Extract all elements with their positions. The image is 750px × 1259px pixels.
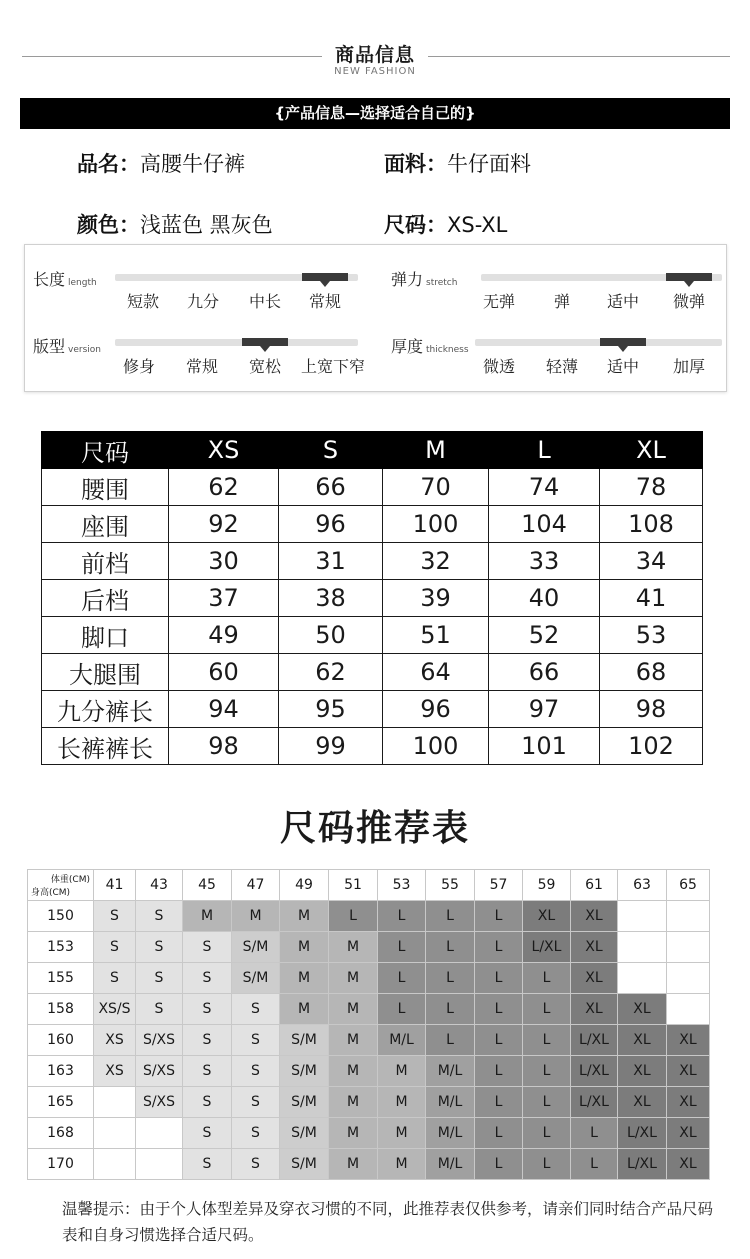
attribute-option: 微透 <box>482 357 515 376</box>
recommend-size-cell: L <box>475 1025 523 1056</box>
recommend-size-cell: M <box>329 1118 378 1149</box>
recommend-size-cell <box>667 932 710 963</box>
attribute-option: 加厚 <box>672 357 705 376</box>
recommend-size-cell: L <box>523 1025 571 1056</box>
recommend-size-cell: S <box>232 1056 280 1087</box>
size-table-cell: 101 <box>489 728 600 765</box>
recommend-weight-header: 59 <box>523 870 571 901</box>
recommend-row <box>28 1056 710 1087</box>
recommend-size-cell <box>667 994 710 1025</box>
recommend-header-row <box>28 870 710 901</box>
recommend-size-cell: M <box>378 1087 426 1118</box>
recommend-size-cell: M/L <box>426 1087 475 1118</box>
recommend-size-cell: L/XL <box>571 1025 618 1056</box>
size-table <box>41 431 703 765</box>
recommend-row <box>28 1025 710 1056</box>
recommend-height-cell: 150 <box>28 901 94 932</box>
recommend-size-cell: S/M <box>280 1118 329 1149</box>
attribute-option: 修身 <box>122 357 155 376</box>
recommend-size-cell <box>618 901 667 932</box>
recommend-size-cell: XL <box>667 1087 710 1118</box>
size-table-cell: 96 <box>279 506 383 543</box>
recommend-size-cell: L <box>523 994 571 1025</box>
product-color-label: 颜色： <box>77 213 140 237</box>
recommend-size-cell: M <box>280 901 329 932</box>
size-table-header-cell: 尺码 <box>42 432 169 469</box>
size-table-cell: 41 <box>600 580 703 617</box>
recommend-size-cell: XS/S <box>94 994 136 1025</box>
attribute-option: 弹 <box>553 292 570 311</box>
product-name-label: 品名： <box>77 152 140 176</box>
recommend-size-cell: M <box>183 901 232 932</box>
recommend-size-cell: L <box>523 1118 571 1149</box>
recommend-size-cell: S/M <box>280 1087 329 1118</box>
recommend-height-cell: 158 <box>28 994 94 1025</box>
size-table-cell: 78 <box>600 469 703 506</box>
recommend-title: 尺码推荐表 <box>279 808 470 849</box>
recommend-size-cell: L <box>475 963 523 994</box>
recommend-size-cell: S <box>136 901 183 932</box>
product-name-value: 高腰牛仔裤 <box>140 152 245 176</box>
recommend-size-cell: L <box>329 901 378 932</box>
recommend-size-cell <box>94 1118 136 1149</box>
recommend-size-cell: S <box>183 1025 232 1056</box>
recommend-size-cell: S <box>136 994 183 1025</box>
recommend-size-cell: S <box>183 1118 232 1149</box>
recommend-size-cell: L <box>426 1025 475 1056</box>
recommend-size-cell: L/XL <box>571 1087 618 1118</box>
product-size-label: 尺码： <box>384 213 447 237</box>
section-header <box>0 38 750 82</box>
recommend-row <box>28 1149 710 1180</box>
size-table-header-cell: M <box>383 432 489 469</box>
size-table-cell: 104 <box>489 506 600 543</box>
recommend-size-cell: XL <box>571 901 618 932</box>
corner-height-label: 身高(CM) <box>31 888 71 898</box>
recommend-weight-header: 45 <box>183 870 232 901</box>
size-table-row <box>42 543 703 580</box>
product-name <box>77 148 245 178</box>
size-table-header-row <box>42 432 703 469</box>
attribute-marker-length <box>302 273 348 281</box>
size-table-cell: 96 <box>383 691 489 728</box>
size-recommend-table <box>27 869 710 1180</box>
recommend-weight-header: 41 <box>94 870 136 901</box>
recommend-size-cell: M <box>329 1025 378 1056</box>
product-fabric-label: 面料： <box>384 152 447 176</box>
attribute-option: 短款 <box>126 292 159 311</box>
recommend-size-cell: M <box>378 1149 426 1180</box>
recommend-size-cell: S <box>94 901 136 932</box>
recommend-size-cell: L <box>523 1149 571 1180</box>
product-color <box>77 209 273 239</box>
size-table-cell: 92 <box>169 506 279 543</box>
size-table-row-label: 大腿围 <box>42 654 169 691</box>
product-size-value: XS-XL <box>447 213 508 237</box>
size-table-row <box>42 506 703 543</box>
attribute-option: 常规 <box>185 357 218 376</box>
recommend-size-cell: L <box>475 994 523 1025</box>
recommend-weight-header: 63 <box>618 870 667 901</box>
recommend-size-cell <box>667 901 710 932</box>
recommend-size-cell: S <box>183 1149 232 1180</box>
size-table-cell: 38 <box>279 580 383 617</box>
recommend-size-cell: XL <box>571 994 618 1025</box>
recommend-size-cell: M <box>329 1087 378 1118</box>
recommend-size-cell <box>618 932 667 963</box>
recommend-size-cell: L <box>571 1118 618 1149</box>
recommend-size-cell: XL <box>571 963 618 994</box>
recommend-weight-header: 61 <box>571 870 618 901</box>
size-table-row-label: 后档 <box>42 580 169 617</box>
size-table-cell: 74 <box>489 469 600 506</box>
recommend-height-cell: 168 <box>28 1118 94 1149</box>
recommend-size-cell: L <box>475 932 523 963</box>
recommend-size-cell: S/M <box>280 1025 329 1056</box>
recommend-size-cell: S <box>232 1149 280 1180</box>
recommend-size-cell: L <box>426 994 475 1025</box>
recommend-weight-header: 43 <box>136 870 183 901</box>
attribute-label-en: thickness <box>426 345 469 355</box>
recommend-size-cell: M <box>329 932 378 963</box>
size-table-cell: 32 <box>383 543 489 580</box>
attribute-label: 版型 <box>33 337 66 356</box>
attribute-option: 宽松 <box>248 357 281 376</box>
attribute-marker-version <box>242 338 288 346</box>
size-table-row <box>42 691 703 728</box>
size-table-cell: 102 <box>600 728 703 765</box>
size-table-row <box>42 728 703 765</box>
recommend-size-cell: XS <box>94 1025 136 1056</box>
recommend-size-cell: S <box>183 1056 232 1087</box>
attribute-option: 适中 <box>606 357 639 376</box>
size-table-cell: 31 <box>279 543 383 580</box>
size-table-row-label: 脚口 <box>42 617 169 654</box>
recommend-size-cell: XL <box>571 932 618 963</box>
size-table-cell: 51 <box>383 617 489 654</box>
recommend-height-cell: 160 <box>28 1025 94 1056</box>
recommend-corner-cell <box>28 870 94 901</box>
recommend-size-cell: S <box>232 1087 280 1118</box>
size-table-header-cell: S <box>279 432 383 469</box>
size-table-cell: 62 <box>279 654 383 691</box>
recommend-size-cell: S/XS <box>136 1025 183 1056</box>
attribute-track-version <box>115 339 358 346</box>
recommend-weight-header: 47 <box>232 870 280 901</box>
size-table-cell: 37 <box>169 580 279 617</box>
size-table-header-cell: L <box>489 432 600 469</box>
recommend-size-cell: L <box>426 901 475 932</box>
recommend-size-cell: M <box>329 994 378 1025</box>
size-table-row <box>42 580 703 617</box>
attribute-label-en: length <box>68 278 97 288</box>
attribute-name-stretch <box>391 267 457 290</box>
recommend-size-cell: XL <box>667 1056 710 1087</box>
recommend-row <box>28 994 710 1025</box>
recommend-size-cell: M <box>329 1149 378 1180</box>
recommend-size-cell: L <box>523 1056 571 1087</box>
size-table-cell: 39 <box>383 580 489 617</box>
attribute-track-thickness <box>475 339 722 346</box>
size-table-cell: 64 <box>383 654 489 691</box>
recommend-size-cell: S/M <box>232 963 280 994</box>
recommend-size-cell <box>136 1118 183 1149</box>
size-table-header-cell: XL <box>600 432 703 469</box>
recommend-size-cell: S <box>183 994 232 1025</box>
attribute-label: 弹力 <box>391 270 424 289</box>
recommend-size-cell: S <box>232 1118 280 1149</box>
size-table-row-label: 九分裤长 <box>42 691 169 728</box>
size-table-cell: 100 <box>383 728 489 765</box>
size-table-row-label: 座围 <box>42 506 169 543</box>
recommend-size-cell: S/XS <box>136 1056 183 1087</box>
recommend-size-cell: L <box>523 963 571 994</box>
product-color-value: 浅蓝色 黑灰色 <box>140 213 273 237</box>
recommend-size-cell: S/M <box>232 932 280 963</box>
size-table-cell: 60 <box>169 654 279 691</box>
recommend-size-cell: M/L <box>426 1056 475 1087</box>
size-table-header-cell: XS <box>169 432 279 469</box>
recommend-size-cell: M <box>280 963 329 994</box>
recommend-weight-header: 53 <box>378 870 426 901</box>
attribute-marker-stretch <box>666 273 712 281</box>
attribute-option: 轻薄 <box>545 357 578 376</box>
size-table-cell: 97 <box>489 691 600 728</box>
recommend-size-cell: L <box>426 932 475 963</box>
size-table-row <box>42 469 703 506</box>
size-table-cell: 33 <box>489 543 600 580</box>
recommend-size-cell: L <box>475 1118 523 1149</box>
size-table-cell: 66 <box>489 654 600 691</box>
recommend-size-cell: XL <box>667 1149 710 1180</box>
recommend-size-cell: XL <box>618 1056 667 1087</box>
attribute-name-version <box>33 334 101 357</box>
recommend-size-cell: XL <box>667 1025 710 1056</box>
size-table-cell: 94 <box>169 691 279 728</box>
size-table-cell: 99 <box>279 728 383 765</box>
recommend-row <box>28 901 710 932</box>
recommend-size-cell: L/XL <box>618 1149 667 1180</box>
recommend-size-cell: S <box>136 963 183 994</box>
recommend-weight-header: 65 <box>667 870 710 901</box>
recommend-weight-header: 55 <box>426 870 475 901</box>
recommend-height-cell: 170 <box>28 1149 94 1180</box>
recommend-size-cell: L <box>475 1056 523 1087</box>
size-table-row-label: 长裤裤长 <box>42 728 169 765</box>
recommend-height-cell: 165 <box>28 1087 94 1118</box>
recommend-size-cell: XL <box>523 901 571 932</box>
attribute-option: 适中 <box>606 292 639 311</box>
recommend-size-cell: S <box>232 994 280 1025</box>
size-table-cell: 100 <box>383 506 489 543</box>
recommend-size-cell: M <box>232 901 280 932</box>
recommend-size-cell: L <box>475 901 523 932</box>
recommend-size-cell <box>618 963 667 994</box>
recommend-size-cell: L <box>475 1149 523 1180</box>
recommend-size-cell: S <box>94 932 136 963</box>
size-table-cell: 66 <box>279 469 383 506</box>
size-table-cell: 108 <box>600 506 703 543</box>
recommend-size-cell: S <box>183 1087 232 1118</box>
recommend-row <box>28 1118 710 1149</box>
attribute-option: 无弹 <box>482 292 515 311</box>
recommend-size-cell: S/M <box>280 1149 329 1180</box>
recommend-height-cell: 153 <box>28 932 94 963</box>
recommend-size-cell: M/L <box>426 1149 475 1180</box>
recommend-size-cell: M <box>378 1118 426 1149</box>
size-table-cell: 95 <box>279 691 383 728</box>
recommend-size-cell: S <box>232 1025 280 1056</box>
recommend-size-cell: L/XL <box>571 1056 618 1087</box>
recommend-size-cell: XL <box>618 1087 667 1118</box>
size-table-row <box>42 654 703 691</box>
recommend-height-cell: 163 <box>28 1056 94 1087</box>
recommend-size-cell: S <box>183 963 232 994</box>
recommend-weight-header: 51 <box>329 870 378 901</box>
size-table-cell: 52 <box>489 617 600 654</box>
recommend-row <box>28 1087 710 1118</box>
recommend-size-cell: S <box>94 963 136 994</box>
attribute-option: 上宽下窄 <box>300 357 365 376</box>
recommend-weight-header: 49 <box>280 870 329 901</box>
recommend-size-cell: L <box>426 963 475 994</box>
size-table-cell: 70 <box>383 469 489 506</box>
product-fabric <box>384 148 531 178</box>
recommend-size-cell: S <box>183 932 232 963</box>
attribute-label: 长度 <box>33 270 66 289</box>
attribute-marker-thickness <box>600 338 646 346</box>
size-table-cell: 34 <box>600 543 703 580</box>
recommend-size-cell <box>94 1149 136 1180</box>
recommend-size-cell: S/M <box>280 1056 329 1087</box>
size-table-cell: 50 <box>279 617 383 654</box>
recommend-size-cell: L/XL <box>523 932 571 963</box>
size-table-cell: 49 <box>169 617 279 654</box>
recommend-size-cell: XS <box>94 1056 136 1087</box>
recommend-size-cell <box>667 963 710 994</box>
recommend-size-cell: L <box>378 994 426 1025</box>
recommend-size-cell: XL <box>618 994 667 1025</box>
size-table-cell: 98 <box>600 691 703 728</box>
recommend-size-cell: S/XS <box>136 1087 183 1118</box>
attribute-label-en: version <box>68 345 101 355</box>
recommend-size-cell: M <box>378 1056 426 1087</box>
recommend-row <box>28 932 710 963</box>
attribute-label: 厚度 <box>391 337 424 356</box>
size-table-cell: 53 <box>600 617 703 654</box>
recommend-row <box>28 963 710 994</box>
recommend-size-cell: M <box>280 994 329 1025</box>
corner-weight-label: 体重(CM) <box>50 875 90 885</box>
size-table-cell: 62 <box>169 469 279 506</box>
attribute-name-length <box>33 267 97 290</box>
recommend-size-cell: M <box>280 932 329 963</box>
recommend-size-cell: L/XL <box>618 1118 667 1149</box>
tip-note: 温馨提示：由于个人体型差异及穿衣习惯的不同，此推荐表仅供参考，请亲们同时结合产品尺码表和自身习惯选择合适尺码。 <box>62 1200 714 1244</box>
recommend-size-cell: L <box>523 1087 571 1118</box>
recommend-size-cell: L <box>378 932 426 963</box>
size-table-cell: 40 <box>489 580 600 617</box>
recommend-size-cell: XL <box>667 1118 710 1149</box>
attribute-option: 中长 <box>248 292 281 311</box>
attribute-option: 微弹 <box>672 292 705 311</box>
recommend-size-cell <box>94 1087 136 1118</box>
size-table-row-label: 腰围 <box>42 469 169 506</box>
recommend-size-cell: L <box>475 1087 523 1118</box>
attribute-name-thickness <box>391 334 469 357</box>
recommend-size-cell: M/L <box>378 1025 426 1056</box>
recommend-size-cell: L <box>378 963 426 994</box>
size-table-row <box>42 617 703 654</box>
recommend-size-cell: XL <box>618 1025 667 1056</box>
attribute-option: 九分 <box>186 292 219 311</box>
attribute-option: 常规 <box>308 292 341 311</box>
product-info-banner: {产品信息—选择适合自己的} <box>20 98 730 129</box>
product-size <box>384 209 507 239</box>
recommend-size-cell: M/L <box>426 1118 475 1149</box>
header-subtitle: NEW FASHION <box>334 66 416 77</box>
recommend-size-cell: L <box>571 1149 618 1180</box>
header-title: 商品信息 <box>334 44 415 66</box>
recommend-size-cell: M <box>329 963 378 994</box>
size-table-cell: 68 <box>600 654 703 691</box>
recommend-size-cell: S <box>136 932 183 963</box>
attribute-panel <box>24 244 727 392</box>
recommend-height-cell: 155 <box>28 963 94 994</box>
product-fabric-value: 牛仔面料 <box>447 152 531 176</box>
recommend-size-cell: L <box>378 901 426 932</box>
attribute-label-en: stretch <box>426 278 458 288</box>
size-table-row-label: 前档 <box>42 543 169 580</box>
size-table-cell: 30 <box>169 543 279 580</box>
recommend-size-cell: M <box>329 1056 378 1087</box>
size-table-cell: 98 <box>169 728 279 765</box>
recommend-weight-header: 57 <box>475 870 523 901</box>
recommend-size-cell <box>136 1149 183 1180</box>
